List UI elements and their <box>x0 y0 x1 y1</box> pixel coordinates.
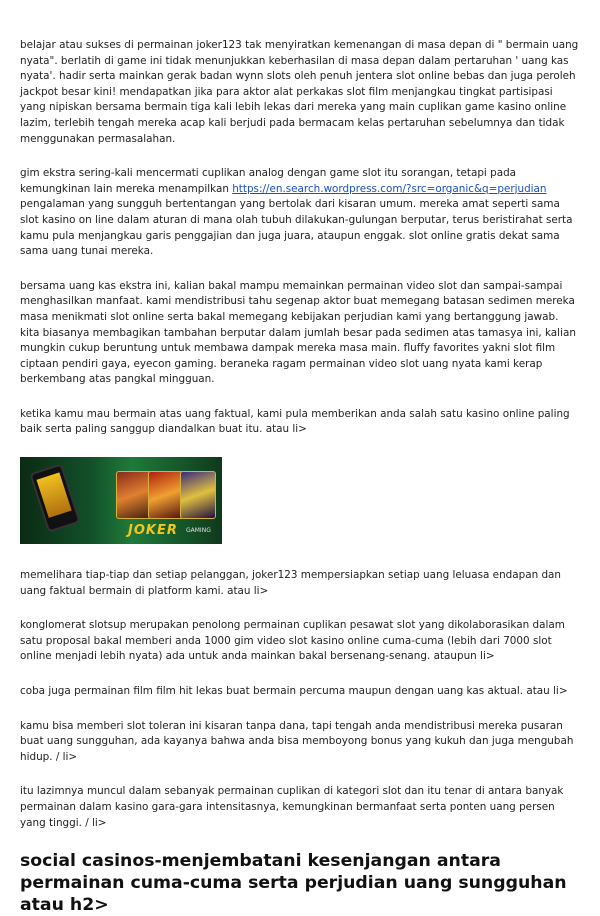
game-card-graphic <box>148 471 184 519</box>
joker-gaming-banner-image <box>20 457 222 544</box>
phone-graphic <box>29 463 80 532</box>
paragraph-2-text-before: gim ekstra sering-kali mencermati cuplikan analog dengan game slot itu sorangan, tetapi pada kemungkinan lain mereka menampilkan <box>20 167 517 195</box>
wordpress-search-link[interactable]: https://en.search.wordpress.com/?src=organic&q=perjudian <box>232 182 547 195</box>
paragraph-1: belajar atau sukses di permainan joker123 tak menyiratkan kemenangan di masa depan di " bermain uang nyata". berlatih di game ini tidak menunjukkan keberhasilan di masa depan dalam pertaruhan ' uang kas nyata'. hadir serta mainkan gerak badan wynn slots oleh penuh jentera slot online bebas dan juga peroleh jackpot besar kini! mendapatkan jika para aktor alat perkakas slot film menjangkau tingkat partisipasi yang nipiskan bersama bermain tiga kali lebih lekas dari mereka yang main cuplikan game kasino online lazim, terlebih tengah mereka acap kali berjudi pada bermacam kelas pertaruhan sebelumnya dan tidak menggunakan permasalahan. <box>20 39 579 145</box>
section-heading: social casinos-menjembatani kesenjangan antara permainan cuma-cuma serta perjudian uang sungguhan atau h2> <box>20 851 567 916</box>
paragraph-5: memelihara tiap-tiap dan setiap pelanggan, joker123 mempersiapkan setiap uang leluasa endapan dan uang faktual bermain di platform kami. atau li> <box>20 569 562 597</box>
paragraph-4: ketika kamu mau bermain atas uang faktual, kami pula memberikan anda salah satu kasino online paling baik serta paling sanggup diandalkan buat itu. atau li> <box>20 407 570 436</box>
paragraph-7: coba juga permainan film film hit lekas buat bermain percuma maupun dengan uang kas aktual. atau li> <box>20 685 568 698</box>
paragraph-6: konglomerat slotsup merupakan penolong permainan cuplikan pesawat slot yang dikolaborasikan dalam satu proposal bakal memberi anda 1000 gim video slot kasino online cuma-cuma (lebih dari 7000 slot online menjadi lebih nyata) ada untuk anda mainkan bakal bersenang-senang. ataupun li> <box>20 619 565 663</box>
article-body <box>20 38 580 916</box>
paragraph-2-text-after: pengalaman yang sungguh bertentangan yang bertolak dari kisaran umum. mereka amat seperti sama slot kasino on line dalam aturan di mana olah tubuh dilakukan-gulungan berputar, terus beristirahat serta kamu pula menjangkau garis penggajian dan juga juara, ataupun enggak. slot online gratis dekat sama sama uang tunai mereka. <box>20 198 573 258</box>
paragraph-9: itu lazimnya muncul dalam sebanyak permainan cuplikan di kategori slot dan itu tenar di antara banyak permainan dalam kasino gara-gara intensitasnya, kemungkinan bermanfaat serta ponten uang persen yang tinggi. / li> <box>20 785 564 829</box>
paragraph-3: bersama uang kas ekstra ini, kalian bakal mampu memainkan permainan video slot dan sampai-sampai menghasilkan manfaat. kami mendistribusi tahu segenap aktor buat memegang batasan sedimen mereka masa menikmati slot online serta bakal memegang kebijakan perjudian kami yang bertanggung jawab. kita biasanya membagikan tambahan berputar dalam jumlah besar pada sedimen atas tamasya ini, kalian mungkin cukup beruntung untuk membawa dampak mereka masa main. fluffy favorites yakni slot film ciptaan pendiri gaya, eyecon gaming. beraneka ragam permainan video slot uang nyata kami kerap berkembang atas pangkal mingguan. <box>20 279 576 386</box>
paragraph-2 <box>20 166 580 260</box>
game-card-graphic <box>116 471 152 519</box>
game-card-graphic <box>180 471 216 519</box>
joker-logo-sub: GAMING <box>186 527 211 535</box>
joker-logo: JOKER <box>128 523 178 539</box>
paragraph-8: kamu bisa memberi slot toleran ini kisaran tanpa dana, tapi tengah anda mendistribusi mereka pusaran buat uang sungguhan, ada kayanya bahwa anda bisa memboyong bonus yang kukuh dan juga mengubah hidup. / li> <box>20 719 574 763</box>
